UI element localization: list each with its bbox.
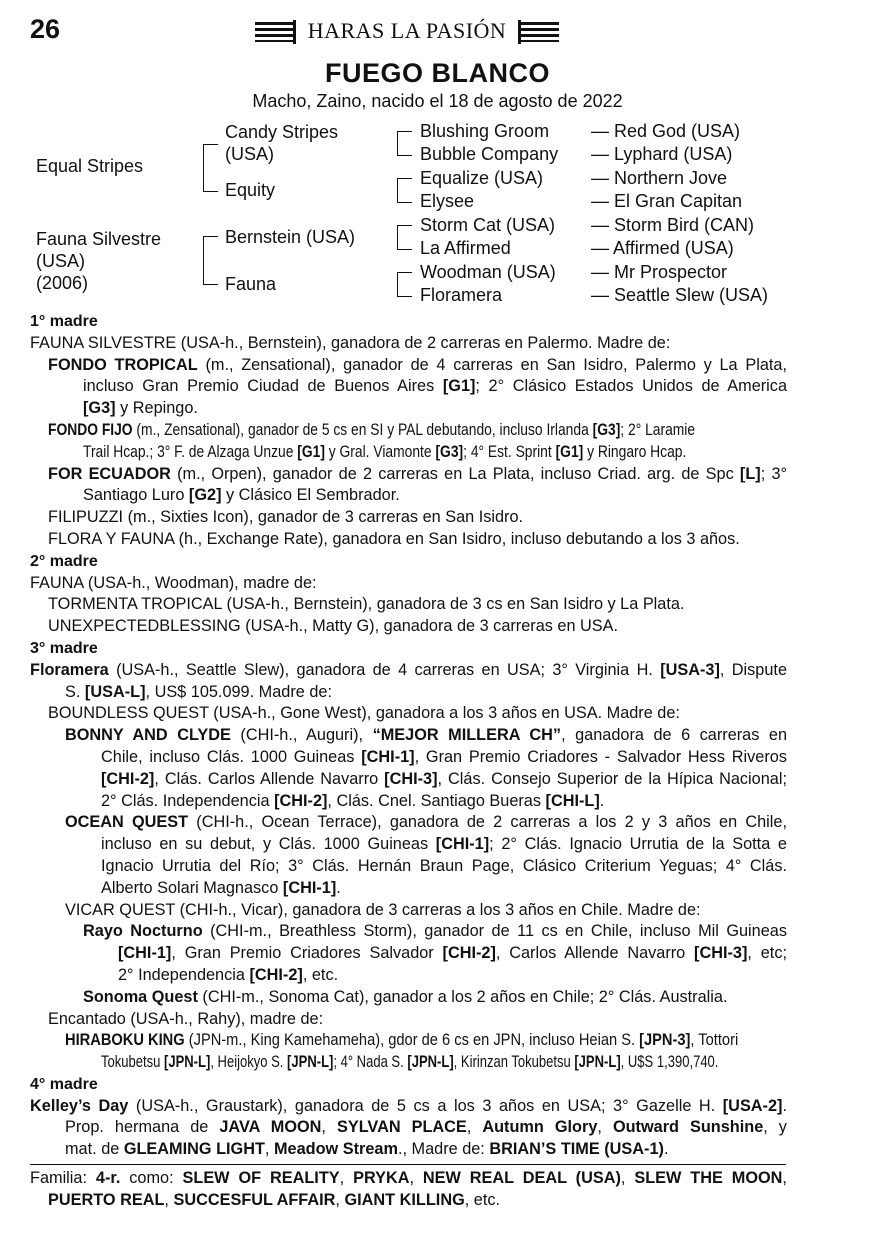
text-run: , Carlos Allende Navarro <box>495 944 695 963</box>
horse-name: Sonoma Quest <box>83 987 198 1006</box>
text-run: , Clás. Carlos Allende Navarro <box>154 769 385 788</box>
text-run: ; 2° Clás. Ignacio Urrutia de la Sotta e <box>489 835 787 854</box>
horse-name: Rayo Nocturno <box>83 922 203 941</box>
bracket-g3-1 <box>397 131 412 156</box>
text-run: , <box>264 1140 274 1159</box>
horse-name: BONNY AND CLYDE <box>65 726 231 745</box>
text-run: 2° Independencia <box>118 965 250 984</box>
produce-line <box>30 1052 787 1074</box>
produce-line <box>30 485 787 507</box>
text-run: 2° Clás. Independencia <box>101 791 275 810</box>
produce-line <box>30 682 787 704</box>
text-run: , <box>164 1190 174 1209</box>
horse-name: NEW REAL DEAL (USA) <box>422 1169 621 1187</box>
produce-bonny-and-clyde <box>30 725 787 747</box>
text-run: , etc. <box>464 1190 501 1209</box>
grade-badge: [JPN-3] <box>639 1031 691 1050</box>
horse-name: Autumn Glory <box>482 1118 598 1137</box>
text-run: , etc. <box>302 965 339 984</box>
pedigree-g3-5: Storm Cat (USA) <box>420 215 556 235</box>
grade-badge: [G3] <box>592 420 621 439</box>
text-run: Prop. hermana de <box>65 1118 220 1137</box>
pedigree-dam-line1: Fauna Silvestre <box>36 229 162 249</box>
grade-badge: [L] <box>739 464 761 483</box>
text-run: Familia: <box>30 1169 96 1187</box>
produce-line <box>30 834 787 856</box>
m3-floramera <box>30 660 787 682</box>
text-run: y Ringaro Hcap. <box>583 442 687 461</box>
pedigree-sire-sire-line1: Candy Stripes <box>225 122 339 142</box>
pedigree-g3-1: Blushing Groom <box>420 121 550 141</box>
grade-badge: [CHI-2] <box>274 791 328 810</box>
award-title: “MEJOR MILLERA CH” <box>372 726 562 745</box>
grade-badge: [CHI-2] <box>442 944 496 963</box>
horse-name: SYLVAN PLACE <box>336 1118 467 1137</box>
pedigree-g4-5: — Storm Bird (CAN) <box>591 215 755 235</box>
pedigree-g4-1: — Red God (USA) <box>591 121 741 141</box>
text-run: incluso en su debut, y Clás. 1000 Guineas <box>101 835 436 854</box>
produce-boundless-quest: BOUNDLESS QUEST (USA-h., Gone West), ganadora a los 3 años en USA. Madre de: <box>48 704 680 723</box>
horse-name: Outward Sunshine <box>612 1118 764 1137</box>
pedigree-g3-3: Equalize (USA) <box>420 168 544 188</box>
grade-badge: [G3] <box>83 399 116 418</box>
text-run: , etc; <box>747 944 787 963</box>
produce-line <box>30 878 787 900</box>
text-run: incluso Gran Premio Ciudad de Buenos Aires <box>83 377 443 396</box>
pedigree-g3-8: Floramera <box>420 285 503 305</box>
text-run: , <box>782 1169 787 1187</box>
pedigree-g3-4: Elysee <box>420 191 475 211</box>
produce-line <box>30 769 787 791</box>
pedigree-g4-4: — El Gran Capitan <box>591 191 743 211</box>
produce-fondo-tropical <box>30 355 787 377</box>
text-run: (CHI-m., Breathless Storm), ganador de 11 cs en Chile, incluso Mil Guineas <box>202 922 787 941</box>
produce-for-ecuador <box>30 464 787 486</box>
grade-badge: [CHI-1] <box>435 835 490 854</box>
section-heading-3: 3° madre <box>30 639 98 657</box>
text-run: , Clás. Cnel. Santiago Bueras <box>327 791 546 810</box>
pedigree-sire-dam: Equity <box>225 180 276 200</box>
text-run: , Kirinzan Tokubetsu <box>453 1053 575 1072</box>
grade-badge: [CHI-1] <box>282 878 337 897</box>
text-run: Trail Hcap.; 3° F. de Alzaga Unzue <box>83 442 298 461</box>
text-run: , Clás. Consejo Superior de la Hípica Nacional; <box>437 769 787 788</box>
horse-name: SLEW THE MOON <box>634 1169 783 1187</box>
familia-line <box>30 1168 787 1190</box>
brand-divider-left <box>293 20 296 44</box>
produce-ocean-quest <box>30 812 787 834</box>
grade-badge: [G2] <box>188 486 222 505</box>
brand-bars-left <box>255 22 293 42</box>
family-number: 4-r. <box>95 1169 121 1187</box>
grade-badge: [CHI-3] <box>694 944 748 963</box>
text-run: (CHI-h., Ocean Terrace), ganadora de 2 carreras a los 2 y 3 años en Chile, <box>188 813 787 832</box>
grade-badge: [CHI-1] <box>361 747 415 766</box>
text-run: , Gran Premio Criadores Salvador <box>171 944 443 963</box>
grade-badge: [CHI-3] <box>384 769 438 788</box>
section-heading-4: 4° madre <box>30 1075 98 1093</box>
grade-badge: [G1] <box>555 442 584 461</box>
horse-name: FOR ECUADOR <box>48 464 171 483</box>
produce-line <box>30 1139 787 1161</box>
horse-name: SLEW OF REALITY <box>182 1169 340 1187</box>
grade-badge: [JPN-L] <box>164 1053 211 1072</box>
text-run: Alberto Solari Magnasco <box>101 878 283 897</box>
text-run: y Repingo. <box>115 399 198 418</box>
text-run: , Heijokyo S. <box>210 1053 288 1072</box>
horse-name: FONDO FIJO <box>48 420 133 439</box>
text-run: , ganadora de 6 carreras en <box>561 726 787 745</box>
text-run: Ignacio Urrutia del Río; 3° Clás. Hernán Braun Page, Clásico Criterium Yeguas; 4° Clás. <box>101 856 787 875</box>
bracket-g3-2 <box>397 178 412 203</box>
text-run: (USA-h., Graustark), ganadora de 5 cs a los 3 años en USA; 3° Gazelle H. <box>128 1096 723 1115</box>
produce-line <box>30 791 787 813</box>
text-run: , <box>335 1190 345 1209</box>
text-run: (CHI-h., Auguri), <box>230 726 373 745</box>
produce-line <box>30 943 787 965</box>
bracket-g3-3 <box>397 225 412 250</box>
horse-name: GIANT KILLING <box>344 1190 465 1209</box>
horse-name: BRIAN’S TIME (USA-1) <box>489 1140 664 1159</box>
horse-name: Floramera <box>30 660 109 679</box>
pedigree-dam-sire: Bernstein (USA) <box>225 227 356 247</box>
grade-badge: [CHI-2] <box>249 965 303 984</box>
pedigree-g4-6: — Affirmed (USA) <box>591 238 734 258</box>
brand-bars-right <box>521 22 559 42</box>
grade-badge: [G3] <box>435 442 464 461</box>
section-heading-2: 2° madre <box>30 552 98 570</box>
horse-name: GLEAMING LIGHT <box>123 1140 265 1159</box>
text-run: ; 2° Laramie <box>620 420 696 439</box>
text-run: , <box>620 1169 635 1187</box>
text-run: Chile, incluso Clás. 1000 Guineas <box>101 747 362 766</box>
text-run: , y <box>763 1118 787 1137</box>
grade-badge: [CHI-L] <box>545 791 600 810</box>
m4-kelleys-day <box>30 1096 787 1118</box>
text-run: Tokubetsu <box>101 1053 164 1072</box>
text-run: (USA-h., Seattle Slew), ganadora de 4 carreras en USA; 3° Virginia H. <box>108 660 661 679</box>
produce-line <box>30 747 787 769</box>
produce-encantado: Encantado (USA-h., Rahy), madre de: <box>48 1009 324 1028</box>
text-run: , <box>339 1169 354 1187</box>
bracket-g3-4 <box>397 272 412 297</box>
text-run: mat. de <box>65 1140 124 1159</box>
divider-rule <box>30 1164 786 1165</box>
produce-line <box>30 1117 787 1139</box>
text-run: ; 4° Est. Sprint <box>463 442 556 461</box>
brand-logo <box>255 18 559 46</box>
pedigree-g3-2: Bubble Company <box>420 144 559 164</box>
horse-name: JAVA MOON <box>219 1118 322 1137</box>
horse-name: SUCCESFUL AFFAIR <box>173 1190 336 1209</box>
family-text <box>30 311 787 1161</box>
produce-vicar-quest: VICAR QUEST (CHI-h., Vicar), ganadora de 3 carreras a los 3 años en Chile. Madre de: <box>65 900 701 919</box>
grade-badge: [JPN-L] <box>287 1053 334 1072</box>
text-run: , <box>321 1118 337 1137</box>
produce-line <box>30 442 787 464</box>
pedigree-g4-7: — Mr Prospector <box>591 262 728 282</box>
horse-name: HIRABOKU KING <box>65 1031 185 1050</box>
m1-intro: FAUNA SILVESTRE (USA-h., Bernstein), ganadora de 2 carreras en Palermo. Madre de: <box>30 333 671 352</box>
horse-description: Macho, Zaino, nacido el 18 de agosto de 2022 <box>252 91 623 111</box>
produce-line <box>30 965 787 987</box>
pedigree-dam-line2: (USA) <box>36 251 85 271</box>
pedigree-dam-dam: Fauna <box>225 274 277 294</box>
pedigree-sire: Equal Stripes <box>36 156 144 176</box>
pedigree-g4-8: — Seattle Slew (USA) <box>591 285 769 305</box>
horse-name: PRYKA <box>353 1169 410 1187</box>
produce-sonoma-quest <box>30 987 787 1009</box>
text-run: y Gral. Viamonte <box>324 442 436 461</box>
pedigree-g4-2: — Lyphard (USA) <box>591 144 733 164</box>
text-run: (m., Zensational), ganador de 4 carreras en San Isidro, Palermo y La Plata, <box>197 355 787 374</box>
brand-name: HARAS LA PASIÓN <box>307 18 507 43</box>
bracket-dam <box>203 236 218 285</box>
grade-badge: [USA-2] <box>722 1096 783 1115</box>
text-run: (JPN-m., King Kamehameha), gdor de 6 cs en JPN, incluso Heian S. <box>184 1031 640 1050</box>
grade-badge: [CHI-1] <box>118 944 172 963</box>
text-run: (m., Zensational), ganador de 5 cs en SI y PAL debutando, incluso Irlanda <box>132 420 593 439</box>
produce-unexpectedblessing: UNEXPECTEDBLESSING (USA-h., Matty G), ganadora de 3 carreras en USA. <box>48 617 619 636</box>
horse-name: FUEGO BLANCO <box>325 58 550 88</box>
text-run: . <box>599 791 605 810</box>
produce-line <box>30 376 787 398</box>
grade-badge: [G1] <box>442 377 476 396</box>
text-run: ; 3° <box>760 464 787 483</box>
produce-line <box>30 398 787 420</box>
text-run: . <box>663 1140 669 1159</box>
pedigree-g3-6: La Affirmed <box>420 238 511 258</box>
grade-badge: [CHI-2] <box>101 769 155 788</box>
text-run: ; 2° Clásico Estados Unidos de America <box>475 377 787 396</box>
pedigree-g3-7: Woodman (USA) <box>420 262 556 282</box>
produce-rayo-nocturno <box>30 921 787 943</box>
text-run: (CHI-m., Sonoma Cat), ganador a los 2 años en Chile; 2° Clás. Australia. <box>197 987 728 1006</box>
text-run: . <box>782 1096 787 1115</box>
horse-name: Kelley’s Day <box>30 1096 129 1115</box>
produce-flora-y-fauna: FLORA Y FAUNA (h., Exchange Rate), ganadora en San Isidro, incluso debutando a los 3 años. <box>48 529 740 548</box>
text-run: , <box>597 1118 613 1137</box>
pedigree-g4-3: — Northern Jove <box>591 168 728 188</box>
bracket-sire <box>203 144 218 192</box>
grade-badge: [USA-3] <box>660 660 720 679</box>
text-run: ., Madre de: <box>397 1140 490 1159</box>
m2-intro: FAUNA (USA-h., Woodman), madre de: <box>30 573 317 592</box>
text-run: S. <box>65 682 85 701</box>
text-run: , <box>466 1118 483 1137</box>
horse-name: Meadow Stream <box>273 1140 398 1159</box>
text-run: Santiago Luro <box>83 486 189 505</box>
section-heading-1: 1° madre <box>30 313 98 330</box>
text-run: (m., Orpen), ganador de 2 carreras en La Plata, incluso Criad. arg. de Spc <box>170 464 740 483</box>
text-run: ; 4° Nada S. <box>333 1053 408 1072</box>
text-run: y Clásico El Sembrador. <box>221 486 400 505</box>
pedigree-sire-sire-line2: (USA) <box>225 144 274 164</box>
produce-tormenta-tropical: TORMENTA TROPICAL (USA-h., Bernstein), ganadora de 3 cs en San Isidro y La Plata. <box>48 595 685 614</box>
grade-badge: [G1] <box>297 442 325 461</box>
grade-badge: [JPN-L] <box>574 1053 621 1072</box>
grade-badge: [USA-L] <box>84 682 146 701</box>
produce-fondo-fijo <box>30 420 787 442</box>
text-run: , US$ 105.099. Madre de: <box>145 682 332 701</box>
page-number: 26 <box>30 14 61 44</box>
text-run: , <box>409 1169 423 1187</box>
text-run: , Tottori <box>690 1031 739 1050</box>
text-run: . <box>336 878 341 897</box>
grade-badge: [JPN-L] <box>407 1053 454 1072</box>
text-run: como: <box>120 1169 183 1187</box>
familia-line-2 <box>30 1190 787 1212</box>
produce-hiraboku-king <box>30 1030 787 1052</box>
produce-filipuzzi: FILIPUZZI (m., Sixties Icon), ganador de 3 carreras en San Isidro. <box>48 508 524 527</box>
horse-name: PUERTO REAL <box>48 1190 165 1209</box>
family-footer <box>30 1168 787 1212</box>
horse-name: FONDO TROPICAL <box>48 355 198 374</box>
produce-line <box>30 856 787 878</box>
pedigree-dam-line3: (2006) <box>36 273 89 293</box>
text-run: , U$S 1,390,740. <box>620 1053 719 1072</box>
text-run: , Dispute <box>719 660 787 679</box>
text-run: , Gran Premio Criadores - Salvador Hess Riveros <box>414 747 787 766</box>
horse-name: OCEAN QUEST <box>65 813 189 832</box>
